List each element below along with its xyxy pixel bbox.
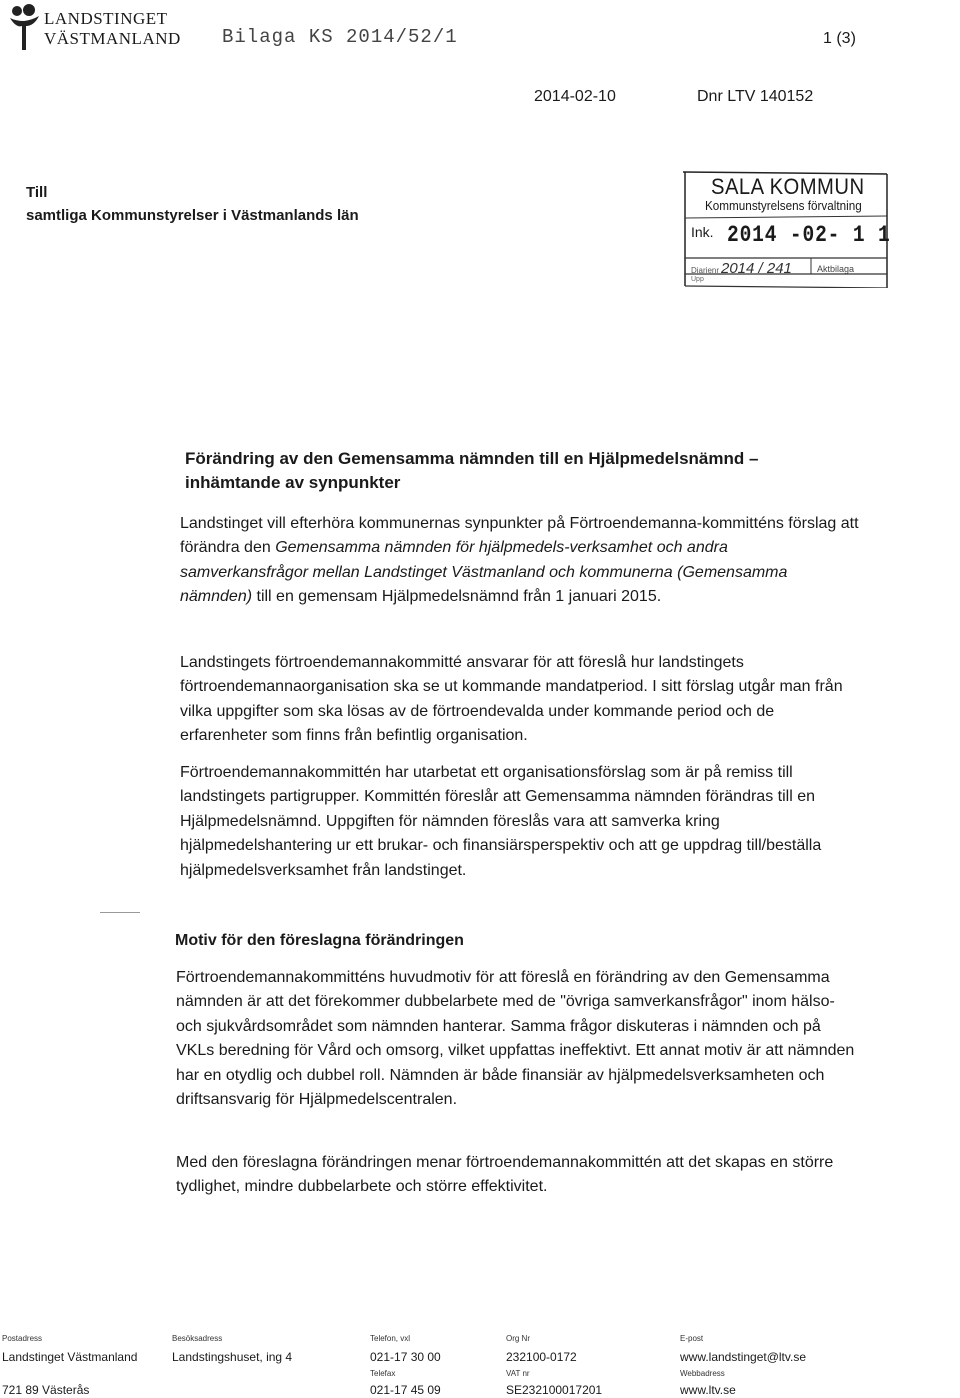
paragraph-4: Förtroendemannakommitténs huvudmotiv för att föreslå en förändring av den Gemensamma nämnden är att det förekommer dubbelarbete med de "övriga samverkansfrågor" inom hälso- och sjukvårdsområdet som nämnden hanterar. Samma frågor diskuteras i nämnden och på VKLs beredning för Vård och omsorg, vilket uppfattas ineffektivt. Ett annat motiv är att nämnden har en otydlig och dubbel roll. Nämnden är både finansiär av hjälpmedelsverksamheten och driftsansvarig för Hjälpmedelscentralen. (176, 969, 855, 1109)
stamp-subtitle: Kommunstyrelsens förvaltning (705, 198, 862, 213)
org-name-line2: VÄSTMANLAND (44, 29, 181, 48)
footer-webb-link[interactable]: www.ltv.se (680, 1383, 736, 1397)
stamp-diarienr-label: Diarienr (691, 266, 720, 275)
footer-telefax: 021-17 45 09 (370, 1383, 441, 1397)
footer-epost-link[interactable]: www.landstinget@ltv.se (680, 1350, 807, 1364)
received-stamp (681, 170, 889, 288)
footer-telefon-label: Telefon, vxl (370, 1334, 411, 1343)
footer-orgnr: 232100-0172 (506, 1350, 577, 1364)
stamp-aktbilaga-label: Aktbilaga (817, 264, 855, 274)
stamp-ink-label: Ink. (691, 224, 714, 240)
document-date: 2014-02-10 (534, 88, 616, 105)
footer-vat-label: VAT nr (506, 1369, 530, 1378)
footer-postadress-label: Postadress (2, 1334, 43, 1343)
landsting-emblem-icon (6, 4, 42, 52)
footer-epost-label: E-post (680, 1334, 704, 1343)
footer-telefon: 021-17 30 00 (370, 1350, 441, 1364)
paragraph-3: Förtroendemannakommittén har utarbetat ett organisationsförslag som är på remiss till landstingets partigrupper. Kommittén föreslår att Gemensamma nämnden förändras till en Hjälpmedelsnämnd. Uppgiften för nämnden föreslås vara att samverka kring hjälpmedelshantering ur ett brukar- och finansiärsperspektiv och att ge uppdrag till/beställa hjälpmedelsverksamhet från landstinget. (180, 764, 822, 879)
letter-heading: Förändring av den Gemensamma nämnden till en Hjälpmedelsnämnd – inhämtande av synpunkter (185, 449, 759, 492)
org-name-line1: LANDSTINGET (44, 9, 168, 28)
recipient-name: samtliga Kommunstyrelser i Västmanlands län (26, 207, 359, 224)
paragraph-1-text-a: Landstinget vill efterhöra kommunernas synpunkter på Förtroendemanna-kommitténs förslag att förändra den (180, 515, 859, 557)
bilaga-reference: Bilaga KS 2014/52/1 (222, 26, 458, 48)
paragraph-2: Landstingets förtroendemannakommitté ansvarar för att föreslå hur landstingets förtroendemannaorganisation ska se ut kommande mandatperiod. I sitt förslag utgår man från vilka uppgifter som ska lösas av de förtroendevalda under kommande period och de erfarenheter som finns från befintlig organisation. (180, 654, 843, 745)
recipient-label: Till (26, 184, 48, 201)
footer-postadress-line1: Landstinget Västmanland (2, 1350, 138, 1364)
footer-webb-label: Webbadress (680, 1369, 725, 1378)
paragraph-5: Med den föreslagna förändringen menar förtroendemannakommittén att det skapas en större tydlighet, mindre dubbelarbete och större effektivitet. (176, 1154, 834, 1196)
footer-besoksadress-line1: Landstingshuset, ing 4 (172, 1350, 293, 1364)
footer-orgnr-label: Org Nr (506, 1334, 530, 1343)
page-number: 1 (3) (823, 30, 856, 47)
footer-telefax-label: Telefax (370, 1369, 396, 1378)
footer-vat: SE232100017201 (506, 1383, 603, 1397)
diary-number: Dnr LTV 140152 (697, 88, 814, 105)
decorative-divider (100, 912, 140, 913)
stamp-upp-label: Upp (691, 276, 704, 283)
paragraph-1-text-c: till en gemensam Hjälpmedelsnämnd från 1 januari 2015. (252, 588, 662, 606)
stamp-ink-date: 2014 -02- 1 1 (727, 222, 891, 248)
paragraph-1-italic-text: Gemensamma nämnden för hjälpmedels-verksamhet och andra samverkansfrågor mellan Landstinget Västmanland och kommunerna (Gemensamma nämnden) (180, 539, 788, 606)
footer-postadress-line2: 721 89 Västerås (2, 1383, 90, 1397)
section-heading-motiv: Motiv för den föreslagna förändringen (175, 932, 464, 949)
org-logo (6, 4, 206, 52)
paragraph-1 (180, 512, 860, 610)
stamp-title: SALA KOMMUN (711, 174, 865, 199)
footer-besoksadress-label: Besöksadress (172, 1334, 223, 1343)
stamp-diarienr-value: 2014 / 241 (721, 260, 792, 277)
